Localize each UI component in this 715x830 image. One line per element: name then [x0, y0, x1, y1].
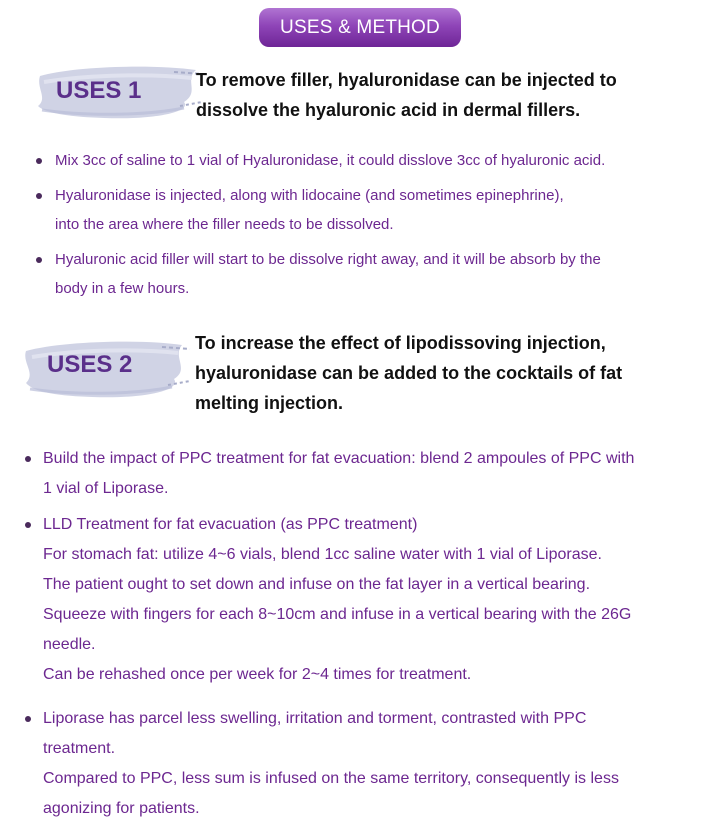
list-item [34, 146, 605, 175]
list-item-line: The patient ought to set down and infuse on the fat layer in a vertical bearing. [43, 576, 591, 593]
uses1-title [196, 65, 617, 125]
list-item [22, 444, 634, 504]
list-item [34, 245, 605, 303]
list-item [22, 510, 634, 690]
uses2-bullet-list [22, 444, 634, 824]
list-item-line: Hyaluronic acid filler will start to be dissolve right away, and it will be absorb by the [55, 251, 601, 268]
list-item-line: For stomach fat: utilize 4~6 vials, blend 1cc saline water with 1 vial of Liporase. [43, 546, 602, 563]
list-item-line: body in a few hours. [55, 280, 190, 297]
header-badge [259, 8, 461, 47]
list-item-line: treatment. [43, 740, 116, 757]
uses1-title-line: dissolve the hyaluronic acid in dermal fillers. [196, 100, 581, 120]
list-item-line: 1 vial of Liporase. [43, 480, 169, 497]
uses1-tag-label: USES 1 [56, 77, 142, 104]
uses2-title-line: To increase the effect of lipodissoving injection, [195, 333, 606, 353]
list-item-line: Squeeze with fingers for each 8~10cm and infuse in a vertical bearing with the 26G [43, 606, 632, 623]
uses2-tag [22, 335, 192, 401]
uses1-tag [34, 62, 204, 128]
list-item-line: Mix 3cc of saline to 1 vial of Hyaluronidase, it could disslove 3cc of hyaluronic acid. [55, 152, 606, 169]
header-title: USES & METHOD [280, 17, 440, 38]
uses2-tag-label: USES 2 [47, 351, 133, 378]
list-item-line: needle. [43, 636, 96, 653]
list-item-line: Hyaluronidase is injected, along with lidocaine (and sometimes epinephrine), [55, 187, 564, 204]
uses1-bullet-list [34, 146, 605, 303]
list-item-line: Compared to PPC, less sum is infused on the same territory, consequently is less [43, 770, 619, 787]
list-item [22, 704, 634, 824]
list-item-line: agonizing for patients. [43, 800, 200, 817]
list-item-line: LLD Treatment for fat evacuation (as PPC treatment) [43, 516, 418, 533]
uses2-title [195, 328, 622, 418]
uses2-title-line: melting injection. [195, 393, 344, 413]
list-item-line: Can be rehashed once per week for 2~4 times for treatment. [43, 666, 472, 683]
uses1-title-line: To remove filler, hyaluronidase can be injected to [196, 70, 617, 90]
list-item-line: Liporase has parcel less swelling, irritation and torment, contrasted with PPC [43, 710, 587, 727]
list-item-line: into the area where the filler needs to be dissolved. [55, 216, 394, 233]
list-item [34, 181, 605, 239]
list-item-line: Build the impact of PPC treatment for fat evacuation: blend 2 ampoules of PPC with [43, 450, 635, 467]
uses2-title-line: hyaluronidase can be added to the cocktails of fat [195, 363, 623, 383]
